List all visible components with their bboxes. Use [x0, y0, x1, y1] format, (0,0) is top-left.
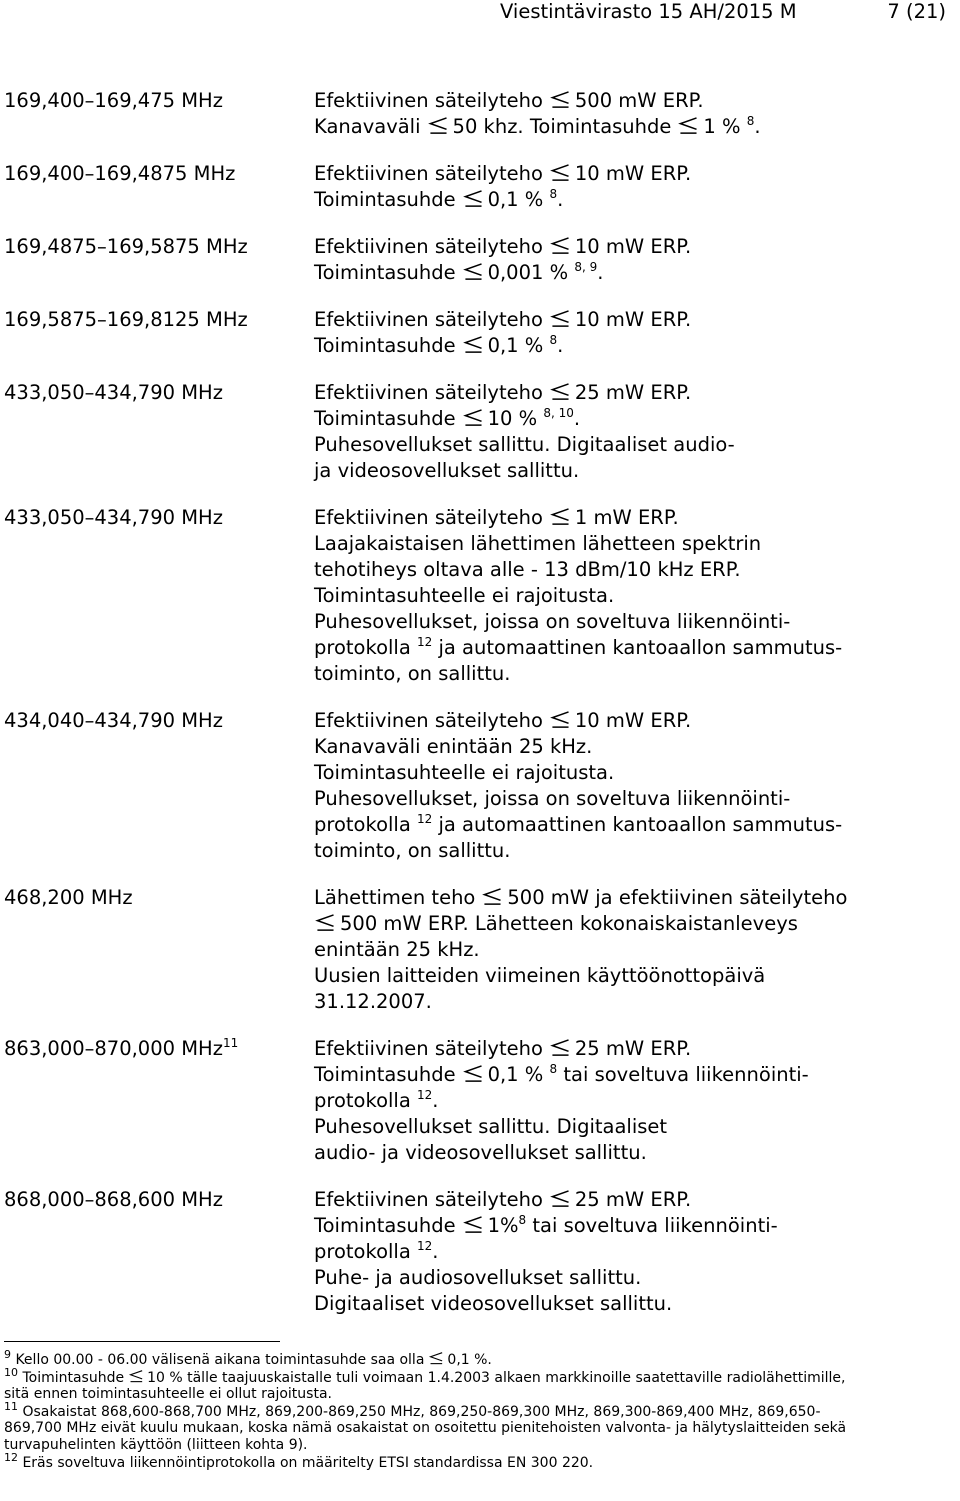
- condition-text: .: [573, 407, 581, 430]
- less-or-equal-icon: [128, 1370, 144, 1383]
- frequency-range: 169,4875–169,5875 MHz: [4, 235, 248, 258]
- condition-text: Toimintasuhde: [314, 188, 456, 211]
- condition-line: [314, 161, 954, 187]
- frequency-entry: [4, 307, 954, 359]
- condition-line: [314, 1036, 954, 1062]
- condition-text: .: [557, 334, 564, 357]
- footnote-ref: 12: [417, 635, 433, 649]
- condition-text: 10 mW ERP.: [574, 709, 692, 732]
- condition-line: Kanavaväli enintään 25 kHz.: [314, 735, 593, 758]
- condition-line: 31.12.2007.: [314, 990, 432, 1013]
- footnote-ref: 12: [417, 1239, 433, 1253]
- document-reference: Viestintävirasto 15 AH/2015 M: [500, 0, 797, 23]
- condition-text: 1 %: [703, 115, 741, 138]
- footnote-number: 10: [4, 1365, 18, 1379]
- footnote-text: 0,1 %.: [447, 1352, 492, 1368]
- condition-line: [314, 505, 954, 531]
- footnote-ref: 8: [549, 1062, 558, 1076]
- condition-line: [314, 1213, 954, 1239]
- condition-text: 500 mW ERP.: [574, 89, 704, 112]
- condition-line: Uusien laitteiden viimeinen käyttöönottopäivä: [314, 964, 766, 987]
- frequency-conditions: [314, 505, 954, 687]
- footnote-text: turvapuhelinten käyttöön (liitteen kohta 9).: [4, 1436, 308, 1453]
- condition-line: [314, 406, 954, 432]
- condition-line: [314, 234, 954, 260]
- less-or-equal-icon: [549, 508, 571, 526]
- condition-line: Puhesovellukset sallittu. Digitaaliset audio-: [314, 433, 735, 456]
- condition-text: Toimintasuhde: [314, 1214, 456, 1237]
- frequency-entry: [4, 1187, 954, 1317]
- condition-line: [314, 380, 954, 406]
- condition-line: [314, 1239, 954, 1265]
- condition-line: audio- ja videosovellukset sallittu.: [314, 1141, 647, 1164]
- less-or-equal-icon: [462, 1216, 484, 1234]
- condition-text: Toimintasuhde: [314, 261, 456, 284]
- footnote-text: Osakaistat 868,600-868,700 MHz, 869,200-869,250 MHz, 869,250-869,300 MHz, 869,300-869,400 MHz, 869,650-: [22, 1403, 821, 1420]
- frequency-entry: [4, 1036, 954, 1166]
- condition-text: .: [597, 261, 604, 284]
- condition-text: Efektiivinen säteilyteho: [314, 162, 543, 185]
- condition-line: [314, 260, 954, 286]
- frequency-conditions: [314, 885, 954, 1015]
- condition-line: Puhesovellukset sallittu. Digitaaliset: [314, 1115, 668, 1138]
- condition-text: Kanavaväli: [314, 115, 421, 138]
- less-or-equal-icon: [462, 336, 484, 354]
- footnote: [4, 1399, 934, 1454]
- footnote: [4, 1365, 934, 1403]
- condition-text: 0,001 %: [487, 261, 569, 284]
- condition-text: Efektiivinen säteilyteho: [314, 1037, 543, 1060]
- condition-line: [314, 1062, 954, 1088]
- frequency-table: [4, 88, 954, 1338]
- footnote-text: sitä ennen toimintasuhteelle ei ollut rajoitusta.: [4, 1386, 332, 1403]
- condition-line: [314, 885, 954, 911]
- condition-text: protokolla: [314, 1240, 411, 1263]
- condition-line: Puhe- ja audiosovellukset sallittu.: [314, 1266, 642, 1289]
- footnote-separator: [4, 1341, 280, 1342]
- condition-line: Digitaaliset videosovellukset sallittu.: [314, 1292, 673, 1315]
- condition-line: [314, 708, 954, 734]
- condition-line: [314, 635, 954, 661]
- condition-line: Puhesovellukset, joissa on soveltuva liikennöinti-: [314, 610, 791, 633]
- footnote-text: Eräs soveltuva liikennöintiprotokolla on määritelty ETSI standardissa EN 300 220.: [22, 1454, 594, 1471]
- page-number: 7 (21): [887, 0, 946, 23]
- condition-line: [314, 812, 954, 838]
- condition-line: tehotiheys oltava alle - 13 dBm/10 kHz ERP.: [314, 558, 741, 581]
- condition-text: Toimintasuhde: [314, 334, 456, 357]
- condition-text: tai soveltuva liikennöinti-: [532, 1214, 778, 1237]
- condition-line: [314, 1187, 954, 1213]
- condition-text: protokolla: [314, 636, 411, 659]
- condition-text: 10 mW ERP.: [574, 308, 692, 331]
- condition-text: protokolla: [314, 1089, 411, 1112]
- frequency-conditions: [314, 307, 954, 359]
- less-or-equal-icon: [549, 237, 571, 255]
- condition-text: 1 mW ERP.: [574, 506, 679, 529]
- condition-text: .: [432, 1089, 439, 1112]
- less-or-equal-icon: [462, 1065, 484, 1083]
- condition-text: Lähettimen teho: [314, 886, 476, 909]
- less-or-equal-icon: [549, 1039, 571, 1057]
- condition-text: 25 mW ERP.: [574, 1188, 692, 1211]
- condition-text: ja automaattinen kantoaallon sammutus-: [438, 636, 843, 659]
- footnote-ref: 12: [417, 812, 433, 826]
- frequency-range: 468,200 MHz: [4, 886, 133, 909]
- frequency-entry: [4, 234, 954, 286]
- frequency-range: 868,000–868,600 MHz: [4, 1188, 223, 1211]
- condition-line: Puhesovellukset, joissa on soveltuva liikennöinti-: [314, 787, 791, 810]
- condition-text: 10 %: [487, 407, 538, 430]
- footnote-ref: 8, 10: [543, 406, 574, 420]
- condition-text: 10 mW ERP.: [574, 162, 692, 185]
- less-or-equal-icon: [549, 1190, 571, 1208]
- footnote-text: Kello 00.00 - 06.00 välisenä aikana toimintasuhde saa olla: [15, 1352, 425, 1368]
- condition-line: [314, 88, 954, 114]
- footnote: [4, 1450, 934, 1472]
- footnote-text: 10 % tälle taajuuskaistalle tuli voimaan 1.4.2003 alkaen markkinoille saatettaville radiolähettimille,: [147, 1369, 846, 1386]
- less-or-equal-icon: [549, 383, 571, 401]
- frequency-entry: [4, 505, 954, 687]
- less-or-equal-icon: [314, 914, 336, 932]
- condition-text: 0,1 %: [487, 188, 544, 211]
- frequency-entry: [4, 161, 954, 213]
- frequency-conditions: [314, 88, 954, 140]
- footnote-number: 9: [4, 1348, 11, 1361]
- frequency-conditions: [314, 161, 954, 213]
- frequency-range: 434,040–434,790 MHz: [4, 709, 223, 732]
- footnote-ref: 8: [746, 114, 755, 128]
- page-header: [0, 0, 960, 24]
- condition-text: Toimintasuhde: [314, 407, 456, 430]
- condition-line: ja videosovellukset sallittu.: [314, 459, 580, 482]
- condition-line: Laajakaistaisen lähettimen lähetteen spektrin: [314, 532, 762, 555]
- less-or-equal-icon: [427, 117, 449, 135]
- condition-text: Efektiivinen säteilyteho: [314, 89, 543, 112]
- frequency-entry: [4, 88, 954, 140]
- condition-text: Efektiivinen säteilyteho: [314, 1188, 543, 1211]
- condition-line: [314, 187, 954, 213]
- footnote-number: 12: [4, 1450, 18, 1464]
- condition-line: Toimintasuhteelle ei rajoitusta.: [314, 761, 615, 784]
- condition-text: 500 mW ERP. Lähetteen kokonaiskaistanleveys: [340, 912, 798, 935]
- footnote-ref: 8: [518, 1213, 527, 1227]
- condition-text: Efektiivinen säteilyteho: [314, 308, 543, 331]
- condition-line: [314, 333, 954, 359]
- frequency-entry: [4, 380, 954, 484]
- less-or-equal-icon: [462, 263, 484, 281]
- frequency-conditions: [314, 234, 954, 286]
- footnote-text: 869,700 MHz eivät kuulu mukaan, koska nämä osakaistat on osoitettu pienitehoisten valvonta- ja hälytyslaitteiden sekä: [4, 1420, 847, 1437]
- footnote: [4, 1348, 934, 1369]
- frequency-range: 433,050–434,790 MHz: [4, 381, 223, 404]
- condition-text: .: [754, 115, 761, 138]
- condition-line: toiminto, on sallittu.: [314, 839, 511, 862]
- condition-line: [314, 114, 954, 140]
- condition-line: [314, 1088, 954, 1114]
- frequency-conditions: [314, 708, 954, 864]
- condition-text: Efektiivinen säteilyteho: [314, 381, 543, 404]
- frequency-range: [4, 1036, 314, 1166]
- footnote-ref: 8, 9: [574, 260, 598, 274]
- condition-text: Efektiivinen säteilyteho: [314, 709, 543, 732]
- footnote-number: 11: [4, 1399, 18, 1413]
- condition-text: 50 khz. Toimintasuhde: [452, 115, 672, 138]
- condition-line: Toimintasuhteelle ei rajoitusta.: [314, 584, 615, 607]
- condition-text: Toimintasuhde: [314, 1063, 456, 1086]
- condition-text: 10 mW ERP.: [574, 235, 692, 258]
- less-or-equal-icon: [549, 310, 571, 328]
- condition-line: enintään 25 kHz.: [314, 938, 480, 961]
- frequency-range: 169,400–169,475 MHz: [4, 89, 223, 112]
- condition-text: 1%: [487, 1214, 519, 1237]
- less-or-equal-icon: [677, 117, 699, 135]
- condition-text: 25 mW ERP.: [574, 381, 692, 404]
- footnotes: [4, 1348, 934, 1472]
- condition-text: .: [557, 188, 564, 211]
- condition-text: 0,1 %: [487, 334, 544, 357]
- less-or-equal-icon: [462, 409, 484, 427]
- condition-text: 25 mW ERP.: [574, 1037, 692, 1060]
- less-or-equal-icon: [549, 91, 571, 109]
- footnote-ref: 12: [417, 1088, 433, 1102]
- condition-text: 0,1 %: [487, 1063, 544, 1086]
- frequency-conditions: [314, 1036, 954, 1166]
- frequency-entry: [4, 708, 954, 864]
- frequency-range: 169,400–169,4875 MHz: [4, 162, 236, 185]
- footnote-ref: 8: [549, 187, 558, 201]
- footnote-ref: 8: [549, 333, 558, 347]
- frequency-conditions: [314, 380, 954, 484]
- footnote-text: Toimintasuhde: [22, 1369, 125, 1386]
- frequency-range-text: 863,000–870,000 MHz: [4, 1037, 223, 1060]
- condition-text: ja automaattinen kantoaallon sammutus-: [438, 813, 843, 836]
- condition-text: 500 mW ja efektiivinen säteilyteho: [507, 886, 848, 909]
- less-or-equal-icon: [549, 711, 571, 729]
- condition-text: Efektiivinen säteilyteho: [314, 506, 543, 529]
- frequency-range: 433,050–434,790 MHz: [4, 506, 223, 529]
- condition-text: tai soveltuva liikennöinti-: [563, 1063, 809, 1086]
- condition-line: [314, 307, 954, 333]
- condition-text: Efektiivinen säteilyteho: [314, 235, 543, 258]
- condition-text: protokolla: [314, 813, 411, 836]
- frequency-range: 169,5875–169,8125 MHz: [4, 308, 248, 331]
- footnote-ref: 11: [222, 1036, 239, 1050]
- condition-line: [314, 911, 954, 937]
- frequency-conditions: [314, 1187, 954, 1317]
- condition-text: .: [432, 1240, 439, 1263]
- less-or-equal-icon: [549, 164, 571, 182]
- less-or-equal-icon: [428, 1352, 444, 1365]
- less-or-equal-icon: [481, 888, 503, 906]
- less-or-equal-icon: [462, 190, 484, 208]
- frequency-entry: [4, 885, 954, 1015]
- condition-line: toiminto, on sallittu.: [314, 662, 511, 685]
